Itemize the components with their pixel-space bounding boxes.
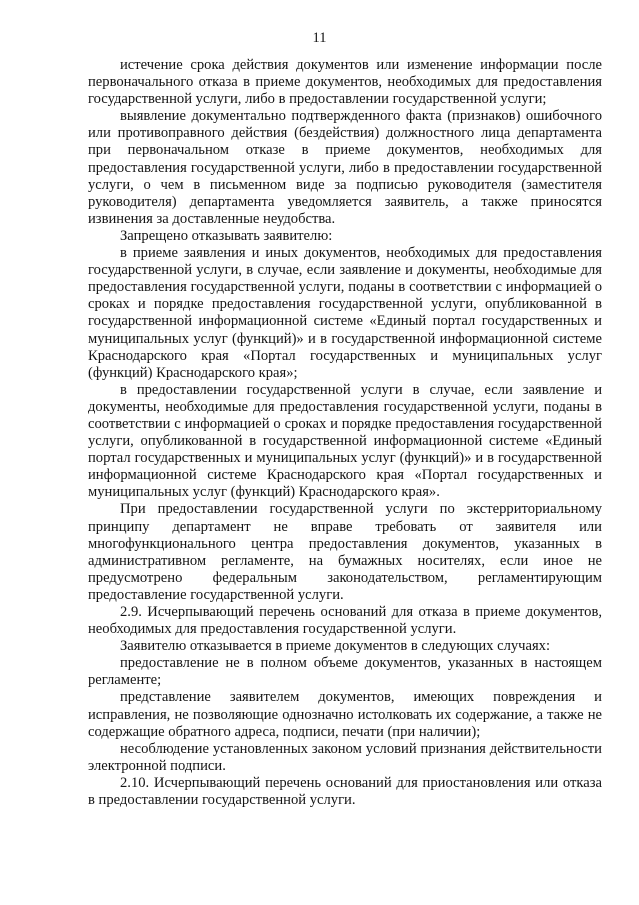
section-2-9-heading: 2.9. Исчерпывающий перечень оснований для отказа в приеме документов, необходимых для предоставления государственной услуги. — [88, 604, 602, 638]
paragraph-expiry: истечение срока действия документов или изменение информации после первоначального отказа в приеме документов, необходимых для предоставления государственной услуги, либо в предоставлении государственной услуги; — [88, 57, 602, 108]
paragraph-reception: в приеме заявления и иных документов, необходимых для предоставления государственной услуги, в случае, если заявление и документы, необходимые для предоставления государственной услуги, поданы в соответствии с информацией о сроках и порядке предоставления государственной услуги, опубликованной в государственной информационной системе «Единый портал государственных и муниципальных услуг (функций)» и в государственной информационной системе Краснодарского края «Портал государственных и муниципальных услуг (функций) Краснодарского края»; — [88, 245, 602, 381]
list-item-incomplete: предоставление не в полном объеме документов, указанных в настоящем регламенте; — [88, 655, 602, 689]
paragraph-prohibited: Запрещено отказывать заявителю: — [120, 227, 333, 244]
paragraph-error-found: выявление документально подтвержденного факта (признаков) ошибочного или противоправного действия (бездействия) должностного лица департамента при первоначальном отказе в приеме документов, необходимых для предоставления государственной услуги, либо в предоставлении государственной услуги, о чем в письменном виде за подписью руководителя (заместителя руководителя) департамента уведомляется заявитель, а также приносятся извинения за доставленные неудобства. — [88, 108, 602, 227]
paragraph-provision: в предоставлении государственной услуги в случае, если заявление и документы, необходимые для предоставления государственной услуги, поданы в соответствии с информацией о сроках и порядке предоставления государственной услуги, опубликованной в государственной информационной системе «Единый портал государственных и муниципальных услуг (функций)» и в государственной информационной системе Краснодарского края «Портал государственных и муниципальных услуг (функций) Краснодарского края». — [88, 381, 602, 501]
list-item-damaged: представление заявителем документов, имеющих повреждения и исправления, не позволяющие однозначно истолковать их содержание, а также не содержащие обратного адреса, подписи, печати (при наличии); — [88, 689, 602, 740]
section-2-10-heading: 2.10. Исчерпывающий перечень оснований для приостановления или отказа в предоставлении государственной услуги. — [88, 774, 602, 809]
paragraph-extraterritorial: При предоставлении государственной услуги по экстерриториальному принципу департамент не вправе требовать от заявителя или многофункционального центра предоставления документов, указанных в административном регламенте, на бумажных носителях, если иное не предусмотрено федеральным законодательством, регламентирующим предоставление государственной услуги. — [88, 501, 602, 603]
paragraph-refusal-cases: Заявителю отказывается в приеме документов в следующих случаях: — [120, 638, 551, 655]
list-item-signature: несоблюдение установленных законом условий признания действительности электронной подписи. — [88, 740, 602, 774]
page-number: 11 — [312, 30, 327, 46]
document-body — [88, 57, 602, 809]
